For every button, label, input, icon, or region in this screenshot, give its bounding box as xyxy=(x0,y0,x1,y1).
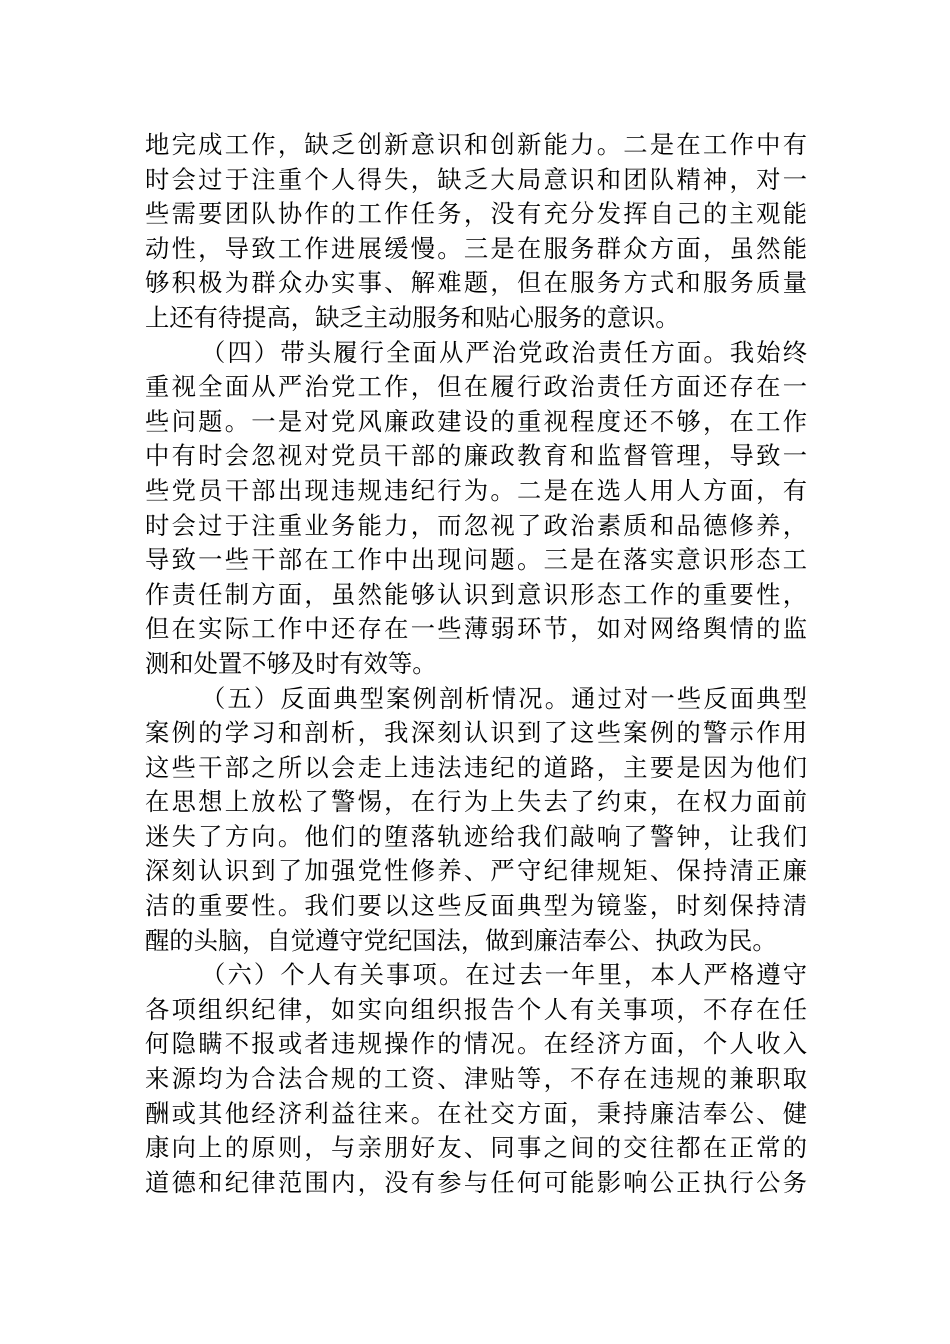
text-line: 作责任制方面，虽然能够认识到意识形态工作的重要性， xyxy=(145,579,807,609)
text-line: 些问题。一是对党风廉政建设的重视程度还不够，在工作 xyxy=(145,406,807,436)
text-line: 重视全面从严治党工作，但在履行政治责任方面还存在一 xyxy=(145,372,807,402)
text-line: 地完成工作，缺乏创新意识和创新能力。二是在工作中有 xyxy=(145,130,807,159)
text-line: 在思想上放松了警惕，在行为上失去了约束，在权力面前 xyxy=(145,787,807,817)
text-line: 来源均为合法合规的工资、津贴等，不存在违规的兼职取 xyxy=(145,1064,807,1094)
text-line: 道德和纪律范围内，没有参与任何可能影响公正执行公务 xyxy=(145,1167,807,1197)
text-line: 测和处置不够及时有效等。 xyxy=(145,648,437,678)
text-line: 各项组织纪律，如实向组织报告个人有关事项，不存在任 xyxy=(145,994,807,1024)
text-line: 案例的学习和剖析，我深刻认识到了这些案例的警示作用 xyxy=(145,718,807,748)
text-line: 洁的重要性。我们要以这些反面典型为镜鉴，时刻保持清 xyxy=(145,891,807,921)
text-line: 这些干部之所以会走上违法违纪的道路，主要是因为他们 xyxy=(145,752,807,782)
text-line: 动性，导致工作进展缓慢。三是在服务群众方面，虽然能 xyxy=(145,233,807,263)
section-heading-line: （四）带头履行全面从严治党政治责任方面。我始终 xyxy=(201,337,807,367)
text-line: 中有时会忽视对党员干部的廉政教育和监督管理，导致一 xyxy=(145,441,807,471)
text-line: 迷失了方向。他们的堕落轨迹给我们敲响了警钟，让我们 xyxy=(145,821,807,851)
text-line: 些需要团队协作的工作任务，没有充分发挥自己的主观能 xyxy=(145,199,807,229)
section-heading-line: （五）反面典型案例剖析情况。通过对一些反面典型 xyxy=(201,683,807,713)
text-line: 康向上的原则，与亲朋好友、同事之间的交往都在正常的 xyxy=(145,1133,807,1163)
text-line: 酬或其他经济利益往来。在社交方面，秉持廉洁奉公、健 xyxy=(145,1098,807,1128)
text-line: 深刻认识到了加强党性修养、严守纪律规矩、保持清正廉 xyxy=(145,856,807,886)
text-line: 些党员干部出现违规违纪行为。二是在选人用人方面，有 xyxy=(145,475,807,505)
body-text xyxy=(145,128,807,1200)
text-line: 够积极为群众办实事、解难题，但在服务方式和服务质量 xyxy=(145,268,807,298)
section-heading-line: （六）个人有关事项。在过去一年里，本人严格遵守 xyxy=(201,960,807,990)
text-line: 醒的头脑，自觉遵守党纪国法，做到廉洁奉公、执政为民。 xyxy=(145,925,777,955)
text-line: 上还有待提高，缺乏主动服务和贴心服务的意识。 xyxy=(145,302,680,332)
text-line: 导致一些干部在工作中出现问题。三是在落实意识形态工 xyxy=(145,545,807,575)
text-line: 但在实际工作中还存在一些薄弱环节，如对网络舆情的监 xyxy=(145,614,807,644)
text-line: 何隐瞒不报或者违规操作的情况。在经济方面，个人收入 xyxy=(145,1029,807,1059)
text-line: 时会过于注重个人得失，缺乏大局意识和团队精神，对一 xyxy=(145,164,807,194)
text-line: 时会过于注重业务能力，而忽视了政治素质和品德修养， xyxy=(145,510,807,540)
